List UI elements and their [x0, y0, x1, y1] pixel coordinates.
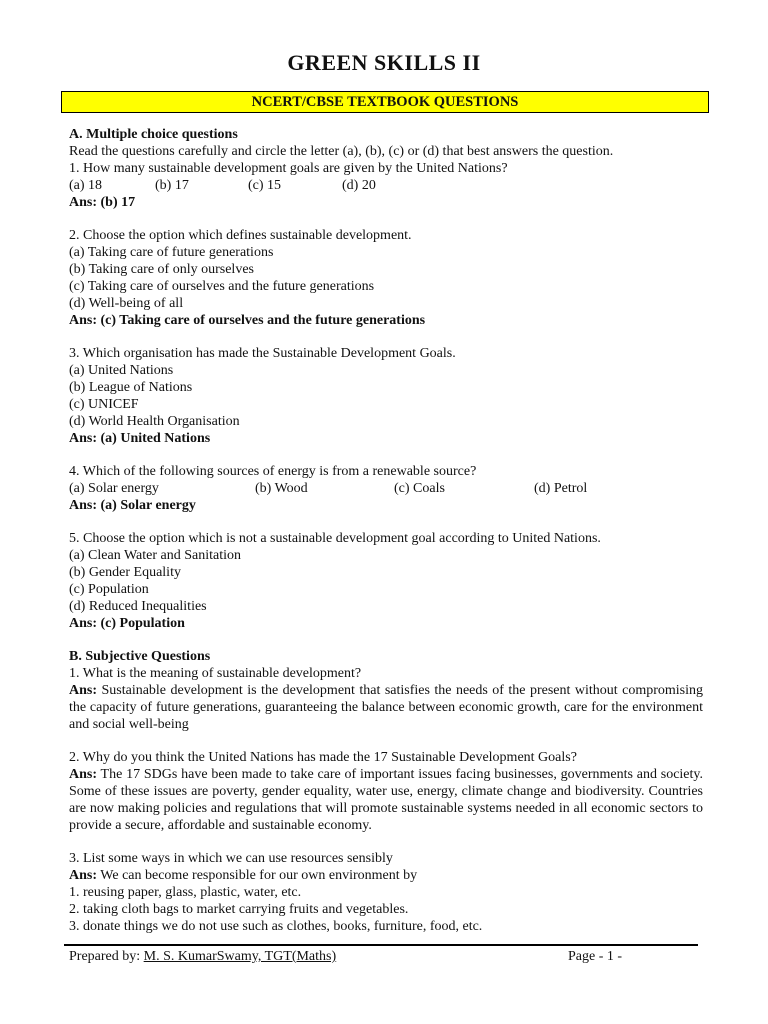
mcq-answer-3: Ans: (a) United Nations: [69, 430, 211, 446]
prepared-by-label: Prepared by:: [69, 949, 144, 964]
subjective-answer-1: [69, 683, 703, 734]
author-name: M. S. KumarSwamy, TGT(Maths): [143, 949, 337, 964]
mcq-question-4: 4. Which of the following sources of energy is from a renewable source?: [69, 463, 477, 479]
option: (b) Gender Equality: [69, 564, 181, 580]
section-a-heading: A. Multiple choice questions: [69, 127, 238, 142]
answer-text: The 17 SDGs have been made to take care of important issues facing businesses, governments and society. Some of these issues are poverty, gender equality, water use, energy, climate change and biodiversity. Countries are now making policies and regulations that will promote sustainable systems needed in all economic sectors to provide a secure, affordable and sustainable economy.: [69, 767, 703, 833]
subjective-answer-3: [69, 868, 703, 885]
option: (c) Population: [69, 581, 149, 597]
option: (b) Taking care of only ourselves: [69, 261, 254, 277]
mcq-answer-1: Ans: (b) 17: [69, 194, 136, 210]
option: (c) Taking care of ourselves and the future generations: [69, 278, 375, 294]
option: (b) League of Nations: [69, 379, 193, 395]
option: (d) 20: [342, 177, 376, 193]
section-banner: NCERT/CBSE TEXTBOOK QUESTIONS: [61, 91, 709, 113]
mcq-answer-4: Ans: (a) Solar energy: [69, 497, 196, 513]
list-item: 3. donate things we do not use such as clothes, books, furniture, food, etc.: [69, 918, 483, 934]
subjective-question-3: 3. List some ways in which we can use resources sensibly: [69, 851, 393, 867]
option: (a) Taking care of future generations: [69, 244, 274, 260]
mcq-question-2: 2. Choose the option which defines sustainable development.: [69, 228, 412, 244]
list-item: 1. reusing paper, glass, plastic, water, etc.: [69, 884, 302, 900]
option: (b) 17: [155, 177, 189, 193]
document-body: [69, 127, 703, 936]
subjective-answer-2: [69, 767, 703, 835]
ans-label: Ans:: [69, 868, 98, 884]
section-b-heading: B. Subjective Questions: [69, 649, 211, 665]
option: (a) Solar energy: [69, 480, 159, 496]
mcq-options-4: [69, 481, 703, 498]
option: (d) World Health Organisation: [69, 413, 240, 429]
page-number: Page - 1 -: [568, 949, 623, 964]
option: (b) Wood: [255, 480, 308, 496]
option: (a) Clean Water and Sanitation: [69, 548, 241, 564]
answer-text: Sustainable development is the development that satisfies the needs of the present without compromising the capacity of future generations, guaranteeing the balance between economic growth, care for the environment and social well-being: [69, 682, 703, 732]
mcq-question-3: 3. Which organisation has made the Sustainable Development Goals.: [69, 345, 456, 361]
list-item: 2. taking cloth bags to market carrying fruits and vegetables.: [69, 901, 409, 917]
subjective-question-2: 2. Why do you think the United Nations has made the 17 Sustainable Development Goals?: [69, 750, 577, 766]
option: (d) Petrol: [534, 480, 588, 496]
mcq-options-1: [69, 178, 703, 195]
footer-divider: [64, 944, 698, 946]
ans-label: Ans:: [69, 767, 98, 782]
ans-label: Ans:: [69, 682, 98, 698]
mcq-answer-2: Ans: (c) Taking care of ourselves and the future generations: [69, 312, 426, 328]
option: (d) Well-being of all: [69, 295, 184, 311]
mcq-question-1: 1. How many sustainable development goals are given by the United Nations?: [69, 160, 508, 176]
mcq-question-5: 5. Choose the option which is not a sustainable development goal according to United Nations.: [69, 531, 601, 547]
instruction-text: Read the questions carefully and circle the letter (a), (b), (c) or (d) that best answers the question.: [69, 143, 614, 159]
option: (d) Reduced Inequalities: [69, 598, 207, 614]
page-footer: [69, 948, 629, 965]
option: (a) 18: [69, 177, 103, 193]
option: (c) 15: [248, 177, 282, 193]
option: (c) UNICEF: [69, 396, 139, 412]
answer-text: We can become responsible for our own environment by: [97, 868, 418, 884]
option: (c) Coals: [394, 480, 445, 496]
subjective-question-1: 1. What is the meaning of sustainable development?: [69, 665, 362, 681]
mcq-answer-5: Ans: (c) Population: [69, 615, 185, 631]
option: (a) United Nations: [69, 362, 174, 378]
page-title: GREEN SKILLS II: [287, 50, 481, 75]
